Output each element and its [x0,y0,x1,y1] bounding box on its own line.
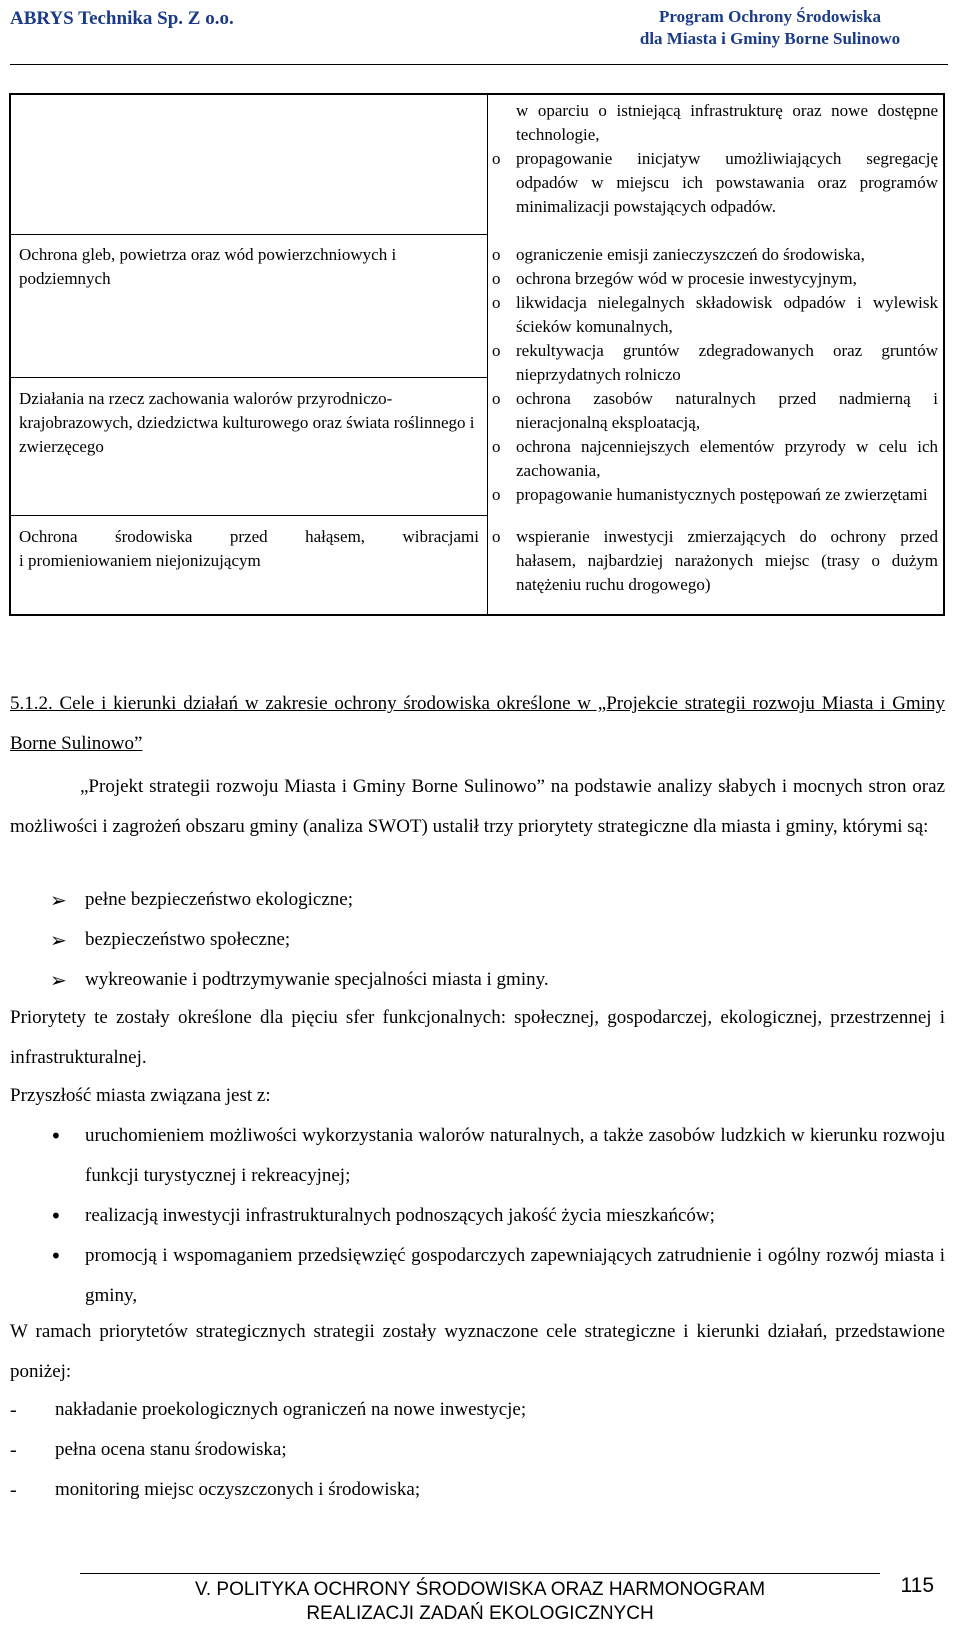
table-item: o propagowanie humanistycznych postępowań ze zwierzętami [492,485,928,504]
list-item: - nakładanie proekologicznych ograniczeń na nowe inwestycje; [10,1399,527,1421]
section-heading: 5.1.2. Cele i kierunki działań w zakresie ochrony środowiska określone w „Projekcie strategii rozwoju Miasta i Gminy Borne Sulinowo” [10,693,945,754]
bullet-icon: • [50,1124,62,1148]
list-item: ➢ bezpieczeństwo społeczne; [10,920,945,960]
header-program-line1: Program Ochrony Środowiska [659,7,881,26]
table-area-soil-air-water: Ochrona gleb, powietrza oraz wód powierzchniowych i podziemnych [19,245,397,288]
list-item: ➢ wykreowanie i podtrzymywanie specjalności miasta i gminy. [10,960,945,1000]
table-area-nature-heritage: Działania na rzecz zachowania walorów przyrodniczo-krajobrazowych, dziedzictwa kulturowego oraz świata roślinnego i zwierzęcego [19,389,475,456]
page-number: 115 [900,1574,934,1597]
paragraph-future: Przyszłość miasta związana jest z: [10,1085,271,1106]
paragraph-intro: „Projekt strategii rozwoju Miasta i Gminy Borne Sulinowo” na podstawie analizy słabych i mocnych stron oraz możliwości i zagrożeń obszaru gminy (analiza SWOT) ustalił trzy priorytety strategiczne dla miasta i gminy, którymi są: [10,776,945,837]
objectives-table [9,93,945,616]
table-row-divider [11,377,487,378]
list-item: • promocją i wspomaganiem przedsięwzięć gospodarczych zapewniających zatrudnienie i ogólny rozwój miasta i gminy, [10,1236,945,1316]
list-item: - pełna ocena stanu środowiska; [10,1439,287,1461]
list-item: - monitoring miejsc oczyszczonych i środowiska; [10,1479,421,1501]
list-item: ➢ pełne bezpieczeństwo ekologiczne; [10,880,945,920]
table-items-row-3 [488,387,938,507]
table-item: o wspieranie inwestycji zmierzających do ochrony przed hałasem, najbardziej narażonych miejsc (trasy o dużym natężeniu ruchu drogowego) [492,527,938,594]
goals-list [10,1390,945,1510]
paragraph-spheres: Priorytety te zostały określone dla pięciu sfer funkcjonalnych: społecznej, gospodarczej, ekologicznej, przestrzennej i infrastrukturalnej. [10,1007,945,1068]
arrow-bullet-icon: ➢ [50,928,67,952]
table-items-row-4 [488,525,938,597]
paragraph-goals: W ramach priorytetów strategicznych strategii zostały wyznaczone cele strategiczne i kierunki działań, przedstawione poniżej: [10,1321,945,1382]
table-row-divider [11,515,487,516]
header-program-title [600,6,940,50]
table-item: o propagowanie inicjatyw umożliwiających segregację odpadów w miejscu ich powstawania oraz programów minimalizacji powstających odpadów. [492,149,938,216]
table-item: o ochrona zasobów naturalnych przed nadmierną i nieracjonalną eksploatacją, [492,389,938,432]
table-area-noise: Ochrona środowiska przed hałąsem, wibracjami i promieniowaniem niejonizującym [19,527,479,570]
header-divider [10,64,948,65]
table-continuation-text: w oparciu o istniejącą infrastrukturę oraz nowe dostępne technologie, [516,101,938,144]
footer-line2: REALIZACJI ZADAŃ EKOLOGICZNYCH [306,1603,654,1624]
table-row-divider [11,234,487,235]
priorities-list [10,880,945,1000]
bullet-icon: • [50,1244,62,1268]
table-items-row-2 [488,243,938,387]
footer-title [140,1578,820,1626]
footer-divider [80,1573,880,1574]
table-item: o ochrona brzegów wód w procesie inwestycyjnym, [492,269,857,288]
list-item: • realizacją inwestycji infrastrukturalnych podnoszących jakość życia mieszkańców; [10,1196,945,1236]
bullet-icon: • [50,1204,62,1228]
list-item: • uruchomieniem możliwości wykorzystania walorów naturalnych, a także zasobów ludzkich w kierunku rozwoju funkcji turystycznej i rekreacyjnej; [10,1116,945,1196]
table-item: o ochrona najcenniejszych elementów przyrody w celu ich zachowania, [492,437,938,480]
arrow-bullet-icon: ➢ [50,968,67,992]
header-company: ABRYS Technika Sp. Z o.o. [10,8,234,29]
header-program-line2: dla Miasta i Gminy Borne Sulinowo [639,29,901,48]
future-list [10,1116,945,1316]
table-item: o rekultywacja gruntów zdegradowanych oraz gruntów nieprzydatnych rolniczo [492,341,938,384]
table-items-row-1 [488,147,938,219]
arrow-bullet-icon: ➢ [50,888,67,912]
table-item: o likwidacja nielegalnych składowisk odpadów i wylewisk ścieków komunalnych, [492,293,938,336]
table-item: o ograniczenie emisji zanieczyszczeń do środowiska, [492,245,865,264]
footer-line1: V. POLITYKA OCHRONY ŚRODOWISKA ORAZ HARMONOGRAM [194,1579,766,1600]
